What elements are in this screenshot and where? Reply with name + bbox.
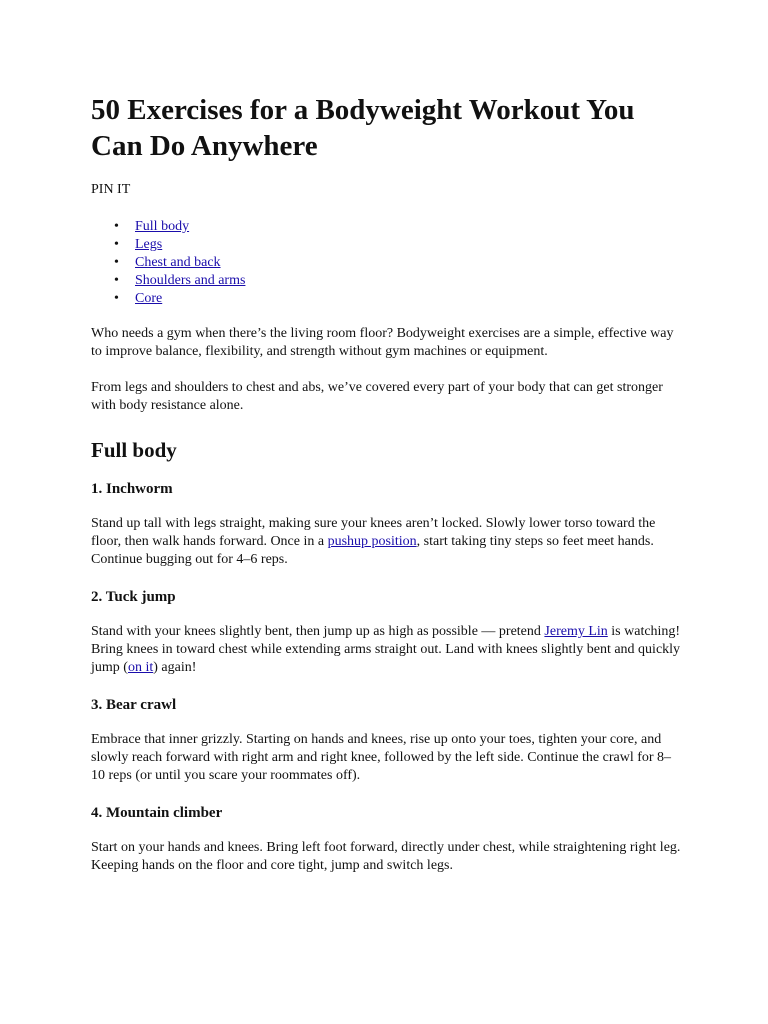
article: [91, 92, 691, 875]
exercise-heading-mountain-climber: 4. Mountain climber: [91, 805, 223, 821]
exercise-text-segment: Stand with your knees slightly bent, then jump up as high as possible — pretend: [91, 624, 545, 639]
bullet-icon: •: [114, 219, 119, 234]
bullet-icon: •: [114, 255, 119, 270]
on-it-link[interactable]: on it: [127, 660, 154, 675]
exercise-text-segment: is watching! Bring knees in toward chest while extending arms straight out. Land with knees slightly bent and quickly jump (: [91, 624, 681, 675]
exercise-text-mountain-climber: Start on your hands and knees. Bring left foot forward, directly under chest, while straightening right leg. Keeping hands on the floor and core tight, jump and switch legs.: [91, 840, 681, 873]
toc-link-core[interactable]: Core: [135, 291, 163, 306]
intro-paragraph-2: From legs and shoulders to chest and abs, we’ve covered every part of your body that can get stronger with body resistance alone.: [91, 380, 663, 413]
exercise-text-inchworm: [91, 515, 681, 569]
bullet-icon: •: [114, 273, 119, 288]
intro-paragraph-1: Who needs a gym when there’s the living room floor? Bodyweight exercises are a simple, effective way to improve balance, flexibility, and strength without gym machines or equipment.: [91, 326, 674, 359]
exercise-text-segment: , start taking tiny steps so feet meet hands. Continue bugging out for 4–6 reps.: [91, 534, 654, 567]
toc-item-core: [114, 290, 691, 308]
exercise-heading-inchworm: 1. Inchworm: [91, 481, 173, 497]
table-of-contents: [91, 218, 691, 308]
section-heading-full-body: Full body: [91, 438, 177, 462]
jeremy-lin-link[interactable]: Jeremy Lin: [544, 624, 608, 639]
exercise-text-bear-crawl: Embrace that inner grizzly. Starting on hands and knees, rise up onto your toes, tighten your core, and slowly reach forward with right arm and right knee, followed by the left side. Continue the crawl for 8–10 reps (or until you scare your roommates off).: [91, 732, 672, 783]
pushup-position-link[interactable]: pushup position: [327, 534, 417, 549]
toc-item-full-body: [114, 218, 691, 236]
toc-link-chest-and-back[interactable]: Chest and back: [135, 255, 221, 270]
exercise-heading-tuck-jump: 2. Tuck jump: [91, 589, 176, 605]
toc-link-full-body[interactable]: Full body: [135, 219, 190, 234]
toc-item-chest-and-back: [114, 254, 691, 272]
exercise-text-tuck-jump: [91, 623, 681, 677]
bullet-icon: •: [114, 291, 119, 306]
toc-item-shoulders-and-arms: [114, 272, 691, 290]
toc-item-legs: [114, 236, 691, 254]
exercise-heading-bear-crawl: 3. Bear crawl: [91, 697, 177, 713]
toc-link-shoulders-and-arms[interactable]: Shoulders and arms: [135, 273, 246, 288]
page-title: 50 Exercises for a Bodyweight Workout You Can Do Anywhere: [91, 94, 635, 162]
toc-link-legs[interactable]: Legs: [135, 237, 163, 252]
exercise-text-segment: ) again!: [153, 660, 197, 675]
pin-it-button[interactable]: PIN IT: [91, 182, 131, 197]
exercise-text-segment: Stand up tall with legs straight, making sure your knees aren’t locked. Slowly lower torso toward the floor, then walk hands forward. Once in a: [91, 516, 656, 549]
bullet-icon: •: [114, 237, 119, 252]
